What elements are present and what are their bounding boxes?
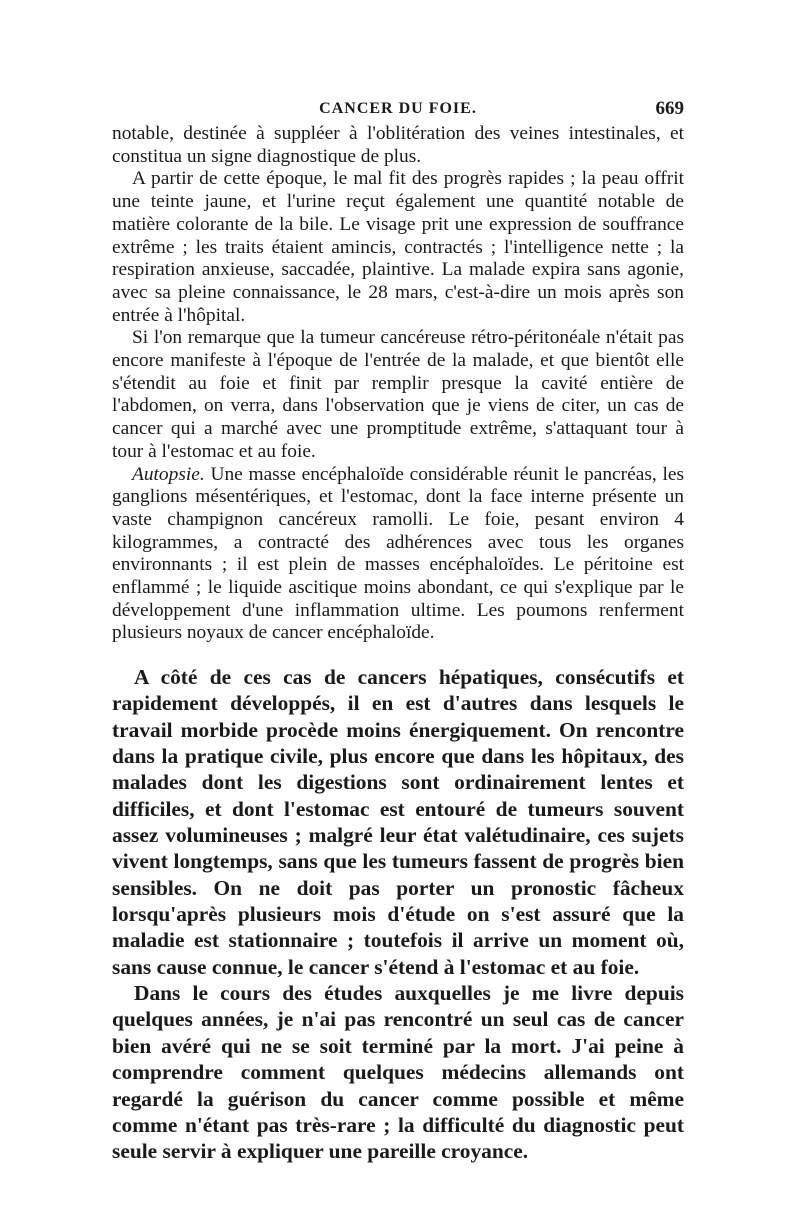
page-number: 669 (655, 98, 684, 119)
paragraph-autopsy (112, 464, 684, 646)
autopsy-label: Autopsie. (132, 463, 205, 485)
observation-small-print (112, 123, 684, 645)
paragraph-continuation: notable, destinée à suppléer à l'oblitération des veines intestinales, et constitua un signe diagnostique de plus. (112, 123, 684, 167)
main-text-large-print (112, 664, 684, 1165)
autopsy-text: Une masse encéphaloïde considérable réunit le pancréas, les ganglions mésentériques, et l'estomac, dont la face interne présente un vaste champignon cancéreux ramolli. Le foie, pesant environ 4 kilogrammes, a contracté des adhérences avec tous les organes environnants ; il est plein de masses encéphaloïdes. Le péritoine est enflammé ; le liquide ascitique moins abondant, ce qui s'explique par le développement d'une inflammation ultime. Les poumons renferment plusieurs noyaux de cancer encéphaloïde. (112, 463, 684, 644)
running-title: CANCER DU FOIE. (319, 100, 477, 117)
paragraph-chronic-cases: A côté de ces cas de cancers hépatiques, consécutifs et rapidement développés, il en est d'autres dans lesquels le travail morbide procède moins énergiquement. On rencontre dans la pratique civile, plus encore que dans les hôpitaux, des malades dont les digestions sont ordinairement lentes et difficiles, et dont l'estomac est entouré de tumeurs souvent assez volumineuses ; malgré leur état valétudinaire, ces sujets vivent longtemps, sans que les tumeurs fassent de progrès bien sensibles. On ne doit pas porter un pronostic fâcheux lorsqu'après plusieurs mois d'étude on s'est assuré que la maladie est stationnaire ; toutefois il arrive un moment où, sans cause connue, le cancer s'étend à l'estomac et au foie. (112, 665, 684, 979)
paragraph-prognosis: Dans le cours des études auxquelles je me livre depuis quelques années, je n'ai pas rencontré un seul cas de cancer bien avéré qui ne se soit terminé par la mort. J'ai peine à comprendre comment quelques médecins allemands ont regardé la guérison du cancer comme possible et même comme n'étant pas très-rare ; la difficulté du diagnostic peut seule servir à expliquer une pareille croyance. (112, 981, 684, 1164)
paragraph-remark: Si l'on remarque que la tumeur cancéreuse rétro-péritonéale n'était pas encore manifeste à l'époque de l'entrée de la malade, et que bientôt elle s'étendit au foie et finit par remplir presque la cavité entière de l'abdomen, on verra, dans l'observation que je viens de citer, un cas de cancer qui a marché avec une promptitude extrême, s'attaquant tour à tour à l'estomac et au foie. (112, 327, 684, 462)
running-head (112, 100, 684, 124)
paragraph-progression: A partir de cette époque, le mal fit des progrès rapides ; la peau offrit une teinte jaune, et l'urine reçut également une quantité notable de matière colorante de la bile. Le visage prit une expression de souffrance extrême ; les traits étaient amincis, contractés ; l'intelligence nette ; la respiration anxieuse, saccadée, plaintive. La malade expira sans agonie, avec sa pleine connaissance, le 28 mars, c'est-à-dire un mois après son entrée à l'hôpital. (112, 168, 684, 326)
